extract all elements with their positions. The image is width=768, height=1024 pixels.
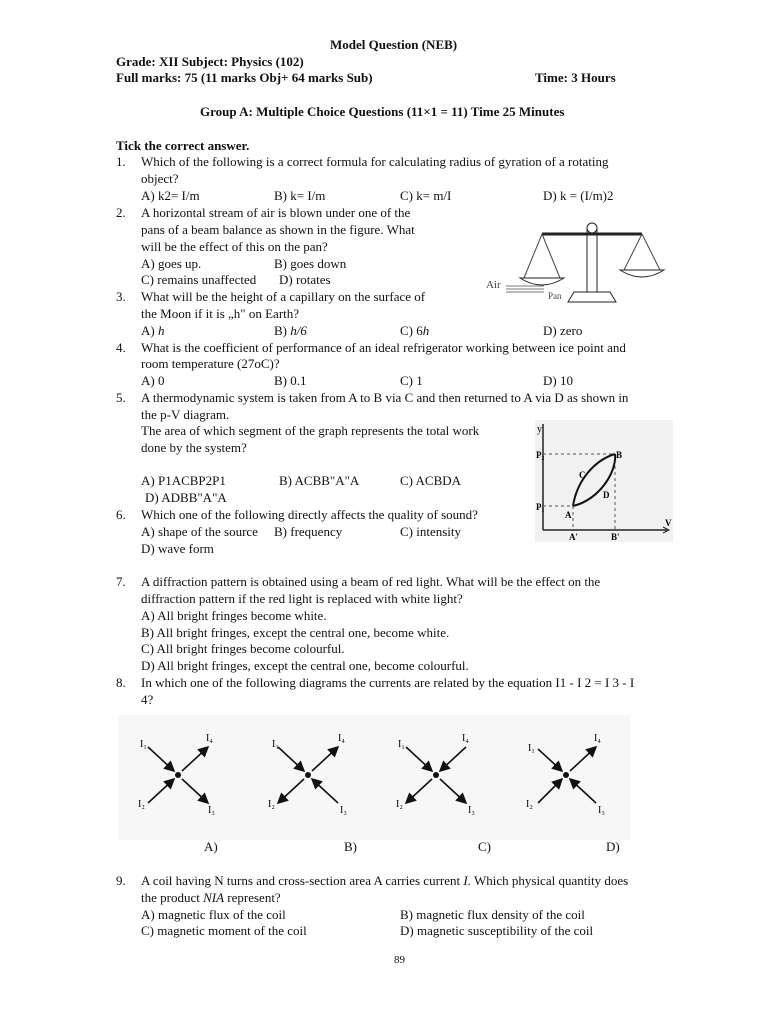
q7-option-b: B) All bright fringes, except the central one, become white. — [141, 625, 450, 640]
pan-label: Pan — [548, 291, 562, 301]
q4-option-b: B) 0.1 — [274, 373, 307, 388]
junction-a-i1: I₁ — [140, 739, 147, 750]
junction-b-i2: I₂ — [268, 799, 275, 810]
q8-option-d: D) — [606, 839, 620, 854]
q7-text-2: diffraction pattern if the red light is replaced with white light? — [141, 591, 463, 606]
q2-text-2: pans of a beam balance as shown in the figure. What — [141, 222, 415, 237]
q5-number: 5. — [116, 390, 126, 405]
junction-a-i2: I₂ — [138, 799, 145, 810]
q1-number: 1. — [116, 154, 126, 169]
instruction: Tick the correct answer. — [116, 138, 250, 153]
junction-d-i4: I₄ — [594, 733, 601, 744]
doc-title: Model Question (NEB) — [330, 37, 458, 52]
q3-option-b: B) h/6 — [274, 323, 307, 338]
q4-option-d: D) 10 — [543, 373, 573, 388]
q2-text-3: will be the effect of this on the pan? — [141, 239, 328, 254]
q1-option-d: D) k = (I/m)2 — [543, 188, 614, 203]
junction-d-i3: I₃ — [598, 805, 605, 816]
grade-subject: Grade: XII Subject: Physics (102) — [116, 54, 304, 69]
junction-c-i4: I₄ — [462, 733, 469, 744]
q9-option-d: D) magnetic susceptibility of the coil — [400, 923, 594, 938]
q3-text-1: What will be the height of a capillary on the surface of — [141, 289, 426, 304]
page-number: 89 — [394, 954, 405, 966]
q7-number: 7. — [116, 574, 126, 589]
q2-option-a: A) goes up. — [141, 256, 202, 271]
q5-text-3: The area of which segment of the graph represents the total work — [141, 423, 480, 438]
q6-option-c: C) intensity — [400, 524, 462, 539]
q4-text-2: room temperature (27oC)? — [141, 356, 280, 371]
q9-text-1: A coil having N turns and cross-section area A carries current I. Which physical quantity does — [141, 873, 629, 888]
q4-option-c: C) 1 — [400, 373, 423, 388]
q5-option-a: A) P1ACBP2P1 — [141, 473, 226, 488]
junction-a-i3: I₃ — [208, 805, 215, 816]
q6-text-1: Which one of the following directly affects the quality of sound? — [141, 507, 478, 522]
q2-number: 2. — [116, 205, 126, 220]
junction-b-i4: I₄ — [338, 733, 345, 744]
pv-point-c: C — [579, 470, 586, 480]
q3-text-2: the Moon if it is „h" on Earth? — [141, 306, 300, 321]
pv-point-b: B — [616, 450, 623, 460]
q8-option-a: A) — [204, 839, 218, 854]
junction-c-i2: I₂ — [396, 799, 403, 810]
q6-option-a: A) shape of the source — [141, 524, 258, 539]
q6-number: 6. — [116, 507, 126, 522]
q9-option-a: A) magnetic flux of the coil — [141, 907, 286, 922]
q6-option-b: B) frequency — [274, 524, 343, 539]
q2-option-c: C) remains unaffected — [141, 272, 257, 287]
q4-option-a: A) 0 — [141, 373, 165, 388]
q4-number: 4. — [116, 340, 126, 355]
q3-option-a: A) h — [141, 323, 165, 338]
q2-text-1: A horizontal stream of air is blown under one of the — [141, 205, 411, 220]
q5-option-b: B) ACBB"A"A — [279, 473, 360, 488]
pv-point-a: A — [565, 510, 572, 520]
q1-text-1: Which of the following is a correct formula for calculating radius of gyration of a rotating — [141, 154, 609, 169]
pv-diagram — [535, 420, 673, 542]
pv-v-label: V — [665, 518, 672, 528]
pv-a-prime: A' — [569, 532, 578, 542]
junction-a-i4: I₄ — [206, 733, 213, 744]
q9-text-2: the product NIA represent? — [141, 890, 281, 905]
junction-d-i1: I₁ — [528, 743, 535, 754]
q1-text-2: object? — [141, 171, 179, 186]
junction-b-i3: I₃ — [340, 805, 347, 816]
air-label: Air — [486, 279, 501, 291]
q9-number: 9. — [116, 873, 126, 888]
q8-option-b: B) — [344, 839, 357, 854]
q5-text-2: the p-V diagram. — [141, 407, 230, 422]
q5-option-d: D) ADBB"A"A — [145, 490, 227, 505]
q9-option-b: B) magnetic flux density of the coil — [400, 907, 585, 922]
pv-p2-label: P₂ — [536, 450, 545, 460]
junction-c-i1: I₁ — [398, 739, 405, 750]
pv-point-d: D — [603, 490, 610, 500]
q6-option-d: D) wave form — [141, 541, 214, 556]
q8-text-1: In which one of the following diagrams the currents are related by the equation I1 - I 2 = I 3 - I — [141, 675, 635, 690]
q5-text-1: A thermodynamic system is taken from A to B via C and then returned to A via D as shown in — [141, 390, 629, 405]
q7-text-1: A diffraction pattern is obtained using a beam of red light. What will be the effect on the — [141, 574, 601, 589]
q8-text-2: 4? — [141, 692, 154, 707]
junction-diagrams — [118, 715, 630, 840]
q3-option-d: D) zero — [543, 323, 583, 338]
q5-option-c: C) ACBDA — [400, 473, 462, 488]
time-allowed: Time: 3 Hours — [535, 70, 616, 85]
junction-b-i1: I₁ — [272, 739, 279, 750]
q7-option-d: D) All bright fringes, except the central one, become colourful. — [141, 658, 469, 673]
q9-option-c: C) magnetic moment of the coil — [141, 923, 307, 938]
q2-option-b: B) goes down — [274, 256, 347, 271]
pv-b-prime: B' — [611, 532, 620, 542]
junction-d-i2: I₂ — [526, 799, 533, 810]
q1-option-c: C) k= m/I — [400, 188, 452, 203]
q1-option-a: A) k2= I/m — [141, 188, 200, 203]
q7-option-c: C) All bright fringes become colourful. — [141, 641, 345, 656]
q5-text-4: done by the system? — [141, 440, 247, 455]
full-marks: Full marks: 75 (11 marks Obj+ 64 marks Sub) — [116, 70, 373, 85]
q4-text-1: What is the coefficient of performance of an ideal refrigerator working between ice point and — [141, 340, 626, 355]
junction-c-i3: I₃ — [468, 805, 475, 816]
pv-p1-label: P₁ — [536, 502, 545, 512]
q7-option-a: A) All bright fringes become white. — [141, 608, 327, 623]
group-a-title: Group A: Multiple Choice Questions (11×1 = 11) Time 25 Minutes — [200, 104, 565, 119]
q8-number: 8. — [116, 675, 126, 690]
q3-option-c: C) 6h — [400, 323, 430, 338]
beam-balance-figure — [484, 208, 684, 308]
q2-option-d: D) rotates — [279, 272, 331, 287]
pv-y-label: y — [537, 424, 542, 435]
q1-option-b: B) k= I/m — [274, 188, 326, 203]
q3-number: 3. — [116, 289, 126, 304]
q8-option-c: C) — [478, 839, 491, 854]
